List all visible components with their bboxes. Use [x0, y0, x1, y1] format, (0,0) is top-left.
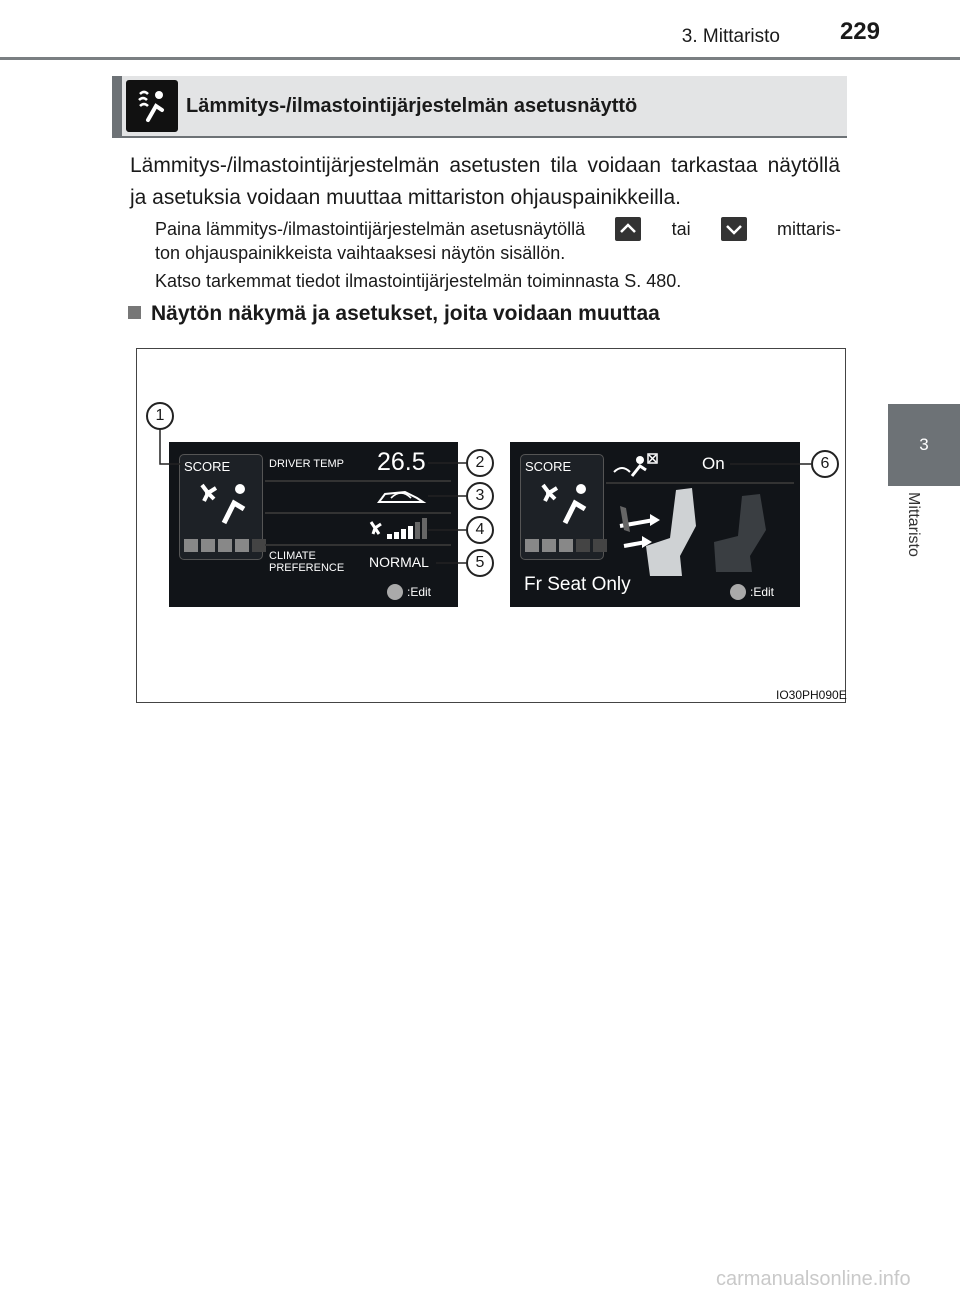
edit-label: :Edit	[750, 585, 775, 599]
score-label: SCORE	[184, 459, 231, 474]
score-label: SCORE	[525, 459, 572, 474]
watermark: carmanualsonline.info	[716, 1268, 911, 1290]
section-title: Lämmitys-/ilmastointijärjestelmän asetusnäyttö	[186, 95, 638, 117]
reference-note: Katso tarkemmat tiedot ilmastointijärjestelmän toiminnasta S. 480.	[155, 271, 682, 291]
note-text-line2: ton ohjauspainikkeista vaihtaaksesi näytön sisällön.	[155, 243, 566, 263]
driver-temp-label: DRIVER TEMP	[269, 458, 344, 470]
driver-temp-value: 26.5	[377, 448, 426, 476]
callout-4: 4	[466, 516, 494, 544]
climate-preference-value: NORMAL	[369, 554, 429, 570]
callout-1: 1	[146, 402, 174, 430]
chapter-tab-number: 3	[919, 435, 929, 454]
chapter-title: 3. Mittaristo	[681, 26, 780, 47]
note-text-start: Paina lämmitys-/ilmastointijärjestelmän asetusnäytöllä	[155, 219, 586, 239]
chapter-tab-label: Mittaristo	[905, 492, 922, 557]
mode-state: On	[702, 454, 725, 473]
intro-paragraph: Lämmitys-/ilmastointijärjestelmän asetusten tila voidaan tarkastaa näytöllä ja asetuksia voidaan muuttaa mittariston ohjauspainikkeilla.	[130, 154, 840, 209]
mode-label: Fr Seat Only	[524, 574, 631, 595]
subheading-text: Näytön näkymä ja asetukset, joita voidaan muuttaa	[151, 302, 660, 325]
callout-3: 3	[466, 482, 494, 510]
callout-5: 5	[466, 549, 494, 577]
figure-code: IO30PH090E	[776, 688, 847, 702]
edit-label: :Edit	[407, 585, 432, 599]
callout-2: 2	[466, 449, 494, 477]
callout-6: 6	[811, 450, 839, 478]
climate-preference-label: CLIMATE PREFERENCE	[269, 550, 345, 574]
leader-1	[160, 426, 183, 464]
note-text-or: tai	[671, 219, 691, 239]
page-number: 229	[839, 18, 880, 45]
note-text-end: mittaris-	[777, 219, 841, 239]
